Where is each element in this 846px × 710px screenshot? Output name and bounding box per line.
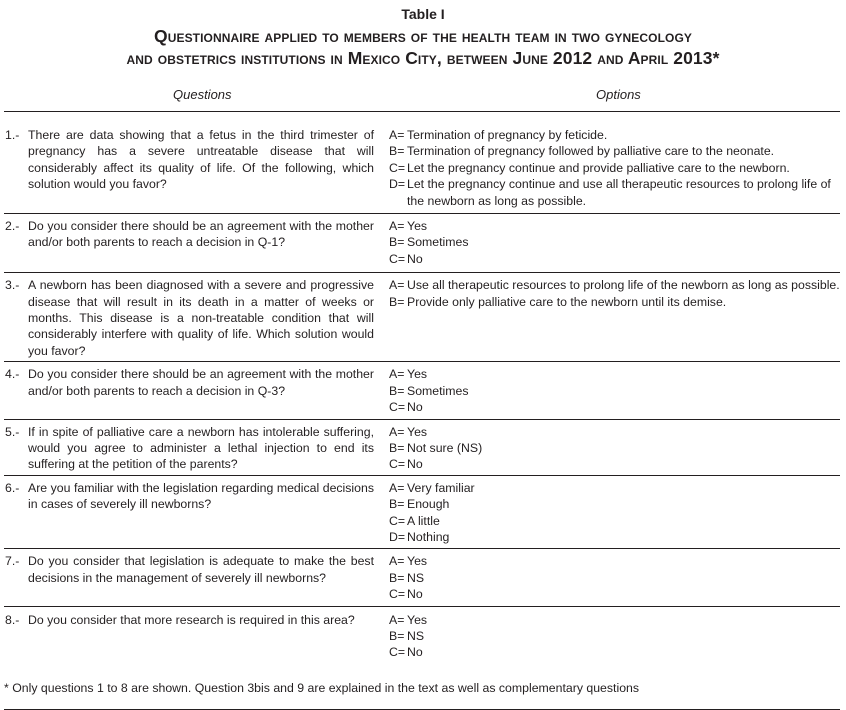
option-letter: A=: [389, 128, 405, 142]
option-item: [389, 424, 840, 440]
options-cell: [380, 127, 840, 209]
option-letter: B=: [389, 570, 405, 585]
option-item: [389, 440, 840, 456]
option-item: [389, 628, 840, 644]
option-item: [389, 251, 840, 267]
option-letter: A=: [389, 219, 405, 234]
question-cell: [4, 553, 380, 602]
table-title-line-2: and obstetrics institutions in Mexico City, between June 2012 and April 2013*: [126, 48, 720, 68]
option-text: No: [407, 645, 423, 660]
question-text: Do you consider that legislation is adequate to make the best decisions in the management of severely ill newborns?: [28, 554, 374, 585]
option-letter: A=: [389, 424, 405, 439]
option-letter: D=: [389, 529, 406, 544]
table-row: [4, 549, 840, 606]
question-cell: [4, 480, 380, 546]
header-options: Options: [596, 87, 641, 102]
option-text: Yes: [407, 554, 428, 569]
option-text: Yes: [407, 612, 428, 627]
option-item: [389, 366, 840, 382]
option-letter: A=: [389, 612, 405, 627]
table-body: [0, 112, 846, 665]
options-cell: [380, 480, 840, 546]
table-row: [4, 607, 840, 665]
option-letter: B=: [389, 628, 405, 643]
option-item: [389, 143, 840, 159]
option-letter: C=: [389, 513, 406, 528]
option-text: NS: [407, 570, 425, 585]
option-item: [389, 570, 840, 586]
options-cell: [380, 424, 840, 473]
table-title-line-1: Questionnaire applied to members of the health team in two gynecology: [153, 26, 693, 46]
option-item: [389, 160, 840, 176]
option-text: No: [407, 457, 423, 472]
option-letter: A=: [389, 554, 405, 569]
table-footnote: * Only questions 1 to 8 are shown. Question 3bis and 9 are explained in the text as well as complementary questions: [4, 665, 840, 710]
options-cell: [380, 366, 840, 415]
option-text: Let the pregnancy continue and use all therapeutic resources to prolong life of the newborn as long as possible.: [407, 177, 831, 208]
option-text: Yes: [407, 367, 428, 382]
option-item: [389, 612, 840, 628]
table-row: [4, 420, 840, 476]
option-letter: B=: [389, 294, 405, 309]
table-label: Table I: [401, 6, 445, 22]
question-text: A newborn has been diagnosed with a severe and progressive disease that will result in its death in a matter of weeks or months. This disease is a non-treatable condition that will considerably interfere with quality of life. Which solution would you favor?: [28, 278, 374, 358]
question-cell: [4, 424, 380, 473]
option-letter: A=: [389, 278, 405, 293]
question-text: Do you consider there should be an agreement with the mother and/or both parents to reach a decision in Q-1?: [28, 219, 374, 250]
table-row: [4, 112, 840, 214]
option-letter: C=: [389, 457, 406, 472]
question-cell: [4, 218, 380, 267]
option-text: No: [407, 587, 423, 602]
option-text: Sometimes: [407, 235, 469, 250]
option-item: [389, 234, 840, 250]
question-cell: [4, 277, 380, 359]
option-letter: B=: [389, 383, 405, 398]
options-cell: [380, 612, 840, 661]
option-letter: A=: [389, 480, 405, 495]
option-item: [389, 496, 840, 512]
option-text: Provide only palliative care to the newborn until its demise.: [407, 294, 727, 309]
option-text: Let the pregnancy continue and provide palliative care to the newborn.: [407, 160, 790, 175]
option-letter: B=: [389, 144, 405, 159]
option-letter: C=: [389, 251, 406, 266]
option-item: [389, 127, 840, 143]
options-cell: [380, 277, 840, 359]
option-letter: B=: [389, 440, 405, 455]
option-letter: C=: [389, 400, 406, 415]
header-questions: Questions: [173, 87, 232, 102]
option-text: Enough: [407, 497, 450, 512]
option-letter: B=: [389, 235, 405, 250]
option-text: NS: [407, 628, 425, 643]
option-item: [389, 553, 840, 569]
option-text: Termination of pregnancy by feticide.: [407, 128, 608, 142]
question-number: 3.-: [5, 278, 20, 293]
question-number: 1.-: [5, 128, 20, 142]
question-number: 7.-: [5, 554, 20, 569]
question-text: Are you familiar with the legislation regarding medical decisions in cases of severely ill newborns?: [28, 480, 374, 512]
question-number: 5.-: [5, 424, 20, 439]
option-letter: D=: [389, 177, 406, 192]
question-text: Do you consider that more research is required in this area?: [28, 612, 355, 627]
option-letter: C=: [389, 587, 406, 602]
option-letter: B=: [389, 497, 405, 512]
option-text: Nothing: [407, 529, 450, 544]
question-number: 2.-: [5, 219, 20, 234]
option-text: A little: [407, 513, 440, 528]
option-item: [389, 529, 840, 545]
option-item: [389, 383, 840, 399]
column-headers: [0, 77, 846, 111]
option-text: Yes: [407, 424, 428, 439]
options-cell: [380, 218, 840, 267]
table-row: [4, 214, 840, 273]
option-item: [389, 644, 840, 660]
table-row: [4, 476, 840, 550]
option-item: [389, 399, 840, 415]
option-item: [389, 294, 840, 310]
option-text: Yes: [407, 219, 428, 234]
question-cell: [4, 612, 380, 661]
option-letter: C=: [389, 160, 406, 175]
option-text: No: [407, 400, 423, 415]
option-item: [389, 456, 840, 472]
option-item: [389, 480, 840, 496]
question-number: 4.-: [5, 367, 20, 382]
option-item: [389, 176, 840, 209]
question-cell: [4, 127, 380, 209]
option-text: Sometimes: [407, 383, 469, 398]
option-text: Termination of pregnancy followed by palliative care to the neonate.: [407, 144, 775, 159]
question-number: 6.-: [5, 480, 20, 495]
option-item: [389, 513, 840, 529]
option-text: Use all therapeutic resources to prolong life of the newborn as long as possible.: [407, 278, 840, 293]
question-number: 8.-: [5, 612, 20, 627]
question-text: There are data showing that a fetus in the third trimester of pregnancy has a severe untreatable disease that will considerably affect its quality of life. Of the following, which solution would you favor?: [28, 128, 374, 192]
option-item: [389, 218, 840, 234]
option-letter: A=: [389, 367, 405, 382]
option-letter: C=: [389, 645, 406, 660]
table-title: [0, 25, 846, 69]
question-text: Do you consider there should be an agreement with the mother and/or both parents to reach a decision in Q-3?: [28, 367, 374, 398]
option-text: Not sure (NS): [407, 440, 483, 455]
question-cell: [4, 366, 380, 415]
table-row: [4, 273, 840, 362]
option-text: Very familiar: [407, 480, 475, 495]
option-item: [389, 586, 840, 602]
options-cell: [380, 553, 840, 602]
table-row: [4, 362, 840, 419]
option-text: No: [407, 251, 423, 266]
option-item: [389, 277, 840, 293]
question-text: If in spite of palliative care a newborn has intolerable suffering, would you agree to administer a lethal injection to end its suffering at the petition of the parents?: [28, 424, 374, 472]
